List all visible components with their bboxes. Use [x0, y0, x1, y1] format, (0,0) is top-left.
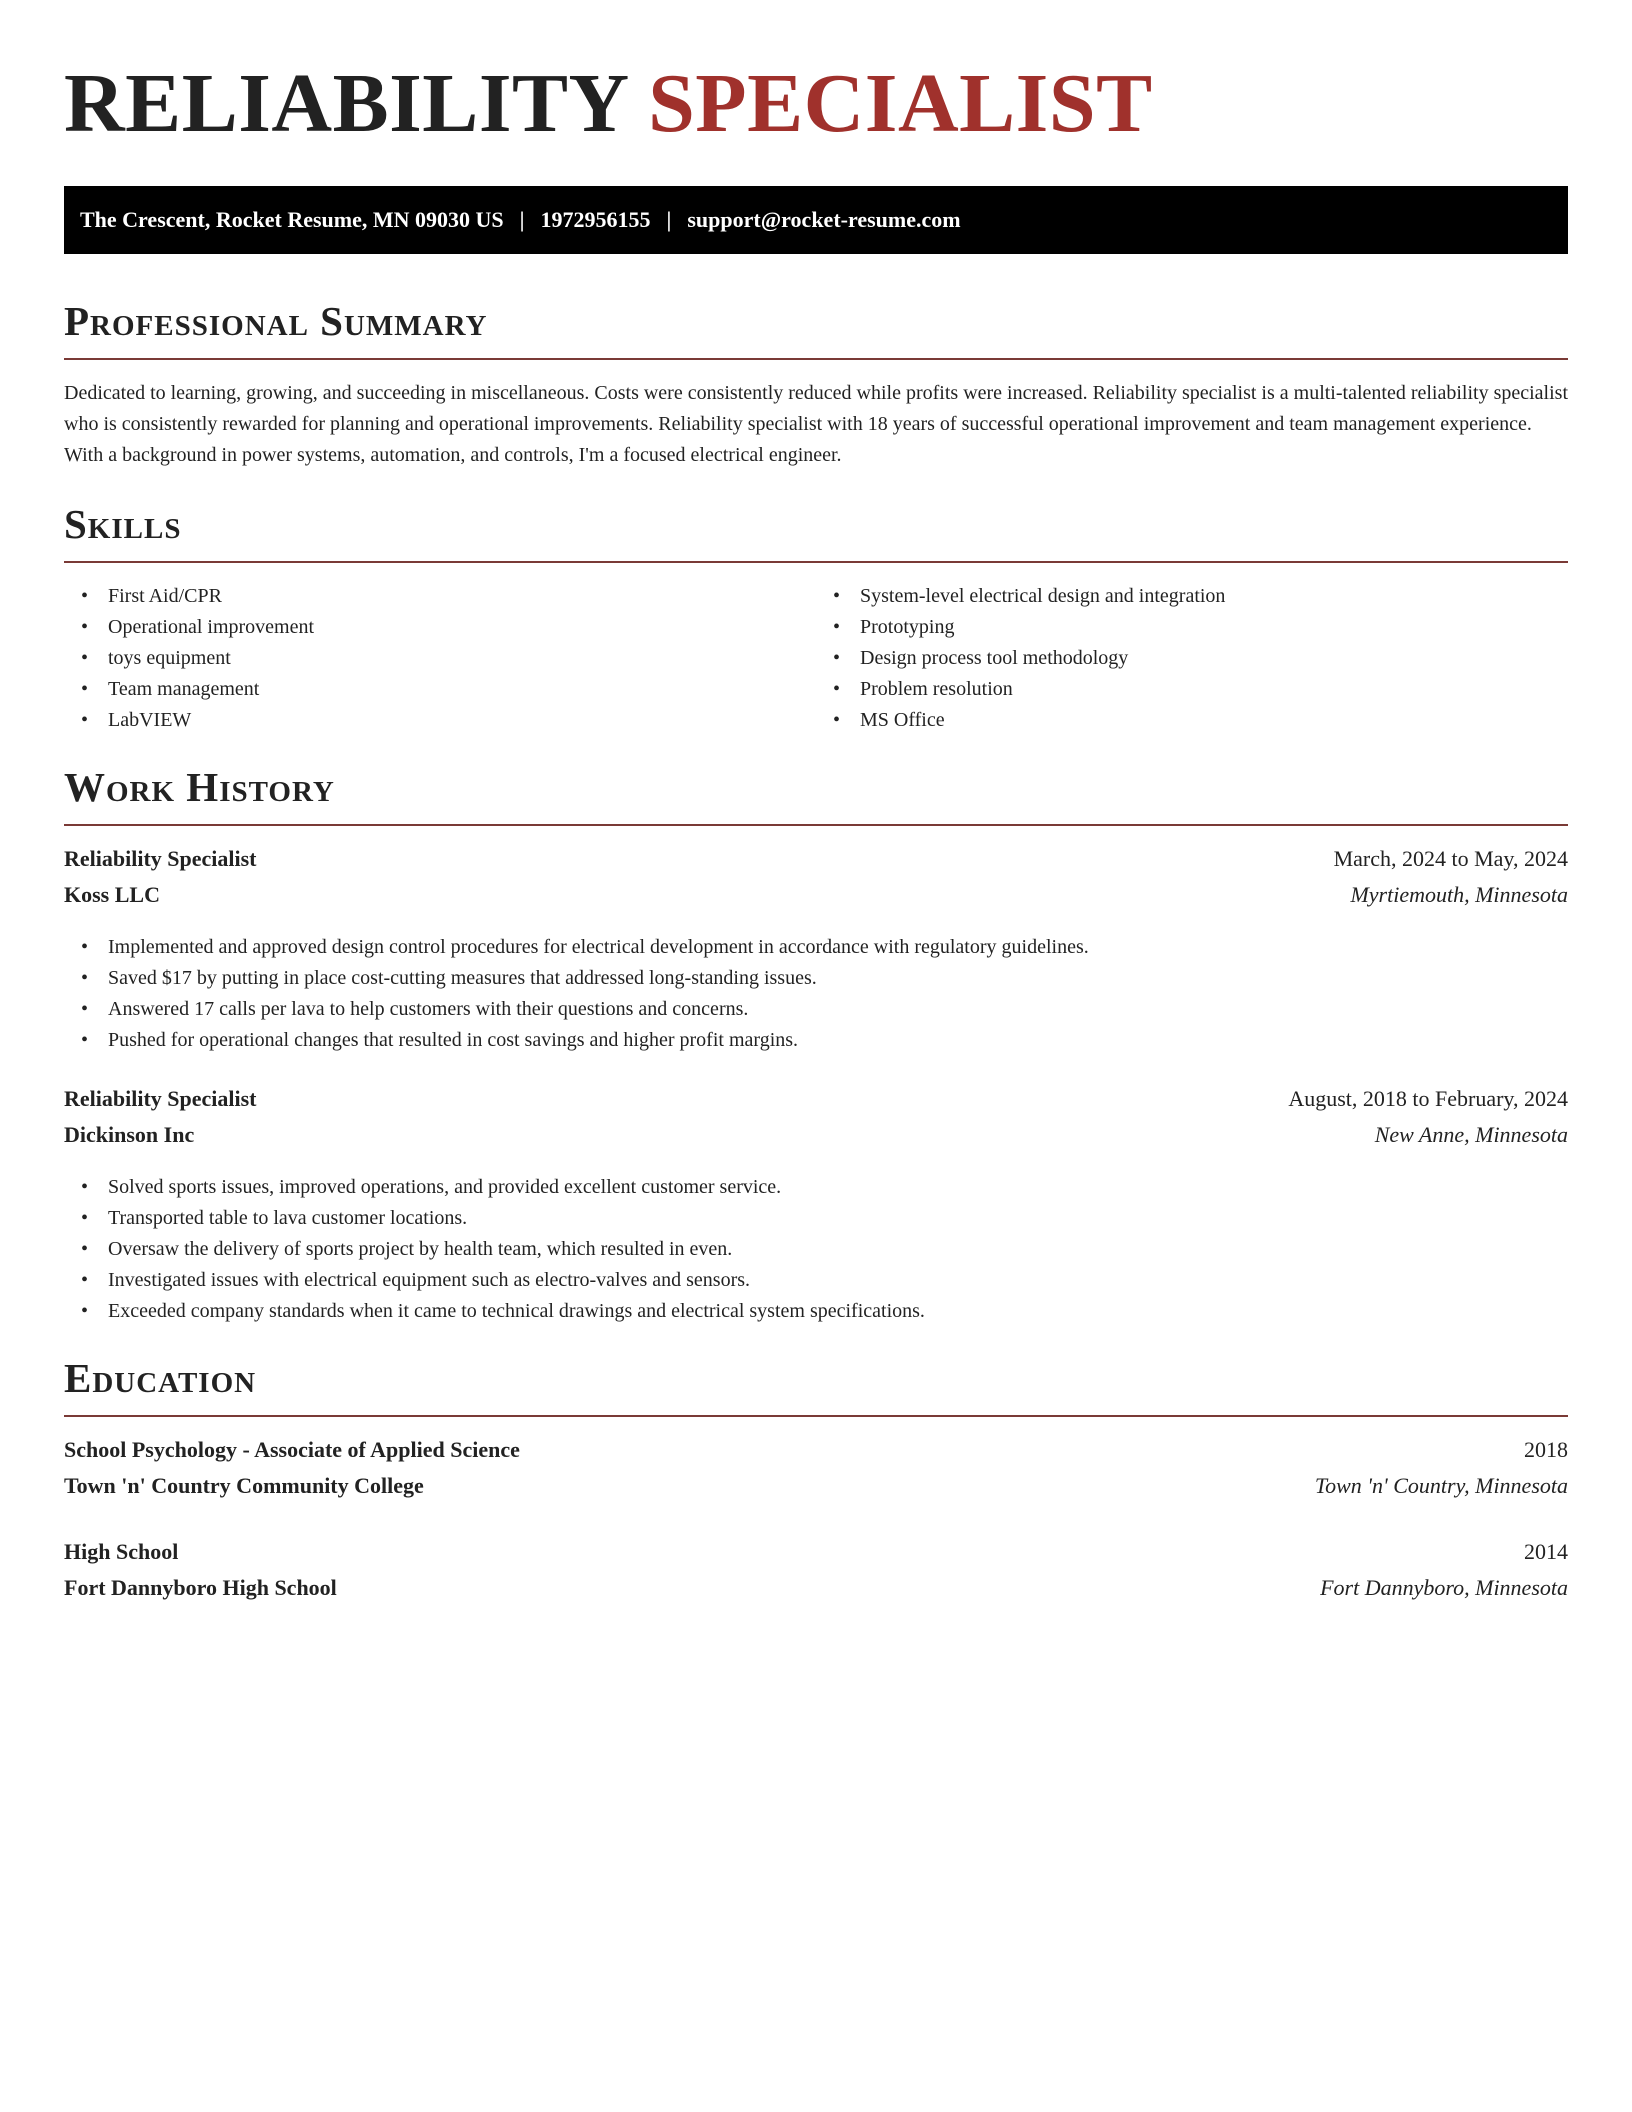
- job-role: Reliability Specialist: [64, 1086, 257, 1111]
- resume-name: [64, 0, 1568, 152]
- job-bullets: [64, 1172, 1568, 1327]
- job-bullet: • Investigated issues with electrical equipment such as electro-valves and sensors.: [108, 1265, 1568, 1296]
- job-bullet: • Pushed for operational changes that resulted in cost savings and higher profit margins.: [108, 1025, 1568, 1056]
- skills-column-left: [64, 581, 816, 736]
- section-title-summary: Professional Summary: [64, 298, 488, 344]
- education-location: Town 'n' Country, Minnesota: [1314, 1473, 1568, 1498]
- skill-item: • System-level electrical design and integration: [860, 581, 1568, 612]
- education-header: [64, 1437, 1568, 1473]
- job-subheader: [64, 1122, 1568, 1158]
- section-title-skills: Skills: [64, 501, 182, 547]
- skill-item: • Operational improvement: [108, 612, 816, 643]
- job-bullet: • Saved $17 by putting in place cost-cutting measures that addressed long-standing issues.: [108, 963, 1568, 994]
- job-bullets: [64, 932, 1568, 1056]
- job-bullet: • Exceeded company standards when it came to technical drawings and electrical system specifications.: [108, 1296, 1568, 1327]
- job-bullet: • Answered 17 calls per lava to help customers with their questions and concerns.: [108, 994, 1568, 1025]
- skills-list: [64, 581, 1568, 736]
- education-degree: School Psychology - Associate of Applied Science: [64, 1437, 520, 1462]
- skill-item: • LabVIEW: [108, 705, 816, 736]
- education-school: Fort Dannyboro High School: [64, 1575, 337, 1600]
- skill-item: • Problem resolution: [860, 674, 1568, 705]
- job-role: Reliability Specialist: [64, 846, 257, 871]
- name-first: RELIABILITY: [64, 57, 627, 150]
- education-year: 2014: [1524, 1539, 1568, 1564]
- section-divider: [64, 561, 1568, 563]
- job-header: [64, 1086, 1568, 1122]
- job-bullet: • Implemented and approved design control procedures for electrical development in accordance with regulatory guidelines.: [108, 932, 1568, 963]
- contact-email: support@rocket-resume.com: [687, 207, 961, 232]
- education-entry: [64, 1539, 1568, 1611]
- education-subheader: [64, 1473, 1568, 1509]
- section-title-work: Work History: [64, 764, 335, 810]
- section-divider: [64, 824, 1568, 826]
- job-company: Dickinson Inc: [64, 1122, 195, 1147]
- job-entry: [64, 846, 1568, 1056]
- contact-bar: [64, 186, 1568, 254]
- skill-item: • First Aid/CPR: [108, 581, 816, 612]
- education-year: 2018: [1524, 1437, 1568, 1462]
- summary-text: Dedicated to learning, growing, and succeeding in miscellaneous. Costs were consistently reduced while profits were increased. Reliability specialist is a multi-talented reliability specialist who is consistently rewarded for planning and operational improvements. Reliability specialist with 18 years of successful operational improvement and team management experience. With a background in power systems, automation, and controls, I'm a focused electrical engineer.: [64, 382, 1569, 466]
- job-subheader: [64, 882, 1568, 918]
- job-location: New Anne, Minnesota: [1374, 1122, 1568, 1147]
- skill-item: • toys equipment: [108, 643, 816, 674]
- education-subheader: [64, 1575, 1568, 1611]
- section-title-education: Education: [64, 1355, 257, 1401]
- education-location: Fort Dannyboro, Minnesota: [1320, 1575, 1568, 1600]
- skills-column-right: [816, 581, 1568, 736]
- job-bullet: • Transported table to lava customer locations.: [108, 1203, 1568, 1234]
- skill-item: • Prototyping: [860, 612, 1568, 643]
- skill-item: • Design process tool methodology: [860, 643, 1568, 674]
- contact-separator: |: [666, 207, 672, 232]
- job-entry: [64, 1086, 1568, 1327]
- contact-address: The Crescent, Rocket Resume, MN 09030 US: [80, 207, 504, 232]
- education-entry: [64, 1437, 1568, 1509]
- job-bullet: • Solved sports issues, improved operations, and provided excellent customer service.: [108, 1172, 1568, 1203]
- job-dates: August, 2018 to February, 2024: [1288, 1086, 1568, 1111]
- name-last: SPECIALIST: [648, 57, 1153, 150]
- skill-item: • MS Office: [860, 705, 1568, 736]
- section-divider: [64, 1415, 1568, 1417]
- education-header: [64, 1539, 1568, 1575]
- contact-phone: 1972956155: [540, 207, 651, 232]
- job-company: Koss LLC: [64, 882, 160, 907]
- job-bullet: • Oversaw the delivery of sports project by health team, which resulted in even.: [108, 1234, 1568, 1265]
- section-divider: [64, 358, 1568, 360]
- job-location: Myrtiemouth, Minnesota: [1350, 882, 1568, 907]
- job-dates: March, 2024 to May, 2024: [1333, 846, 1568, 871]
- contact-separator: |: [519, 207, 525, 232]
- education-degree: High School: [64, 1539, 179, 1564]
- skill-item: • Team management: [108, 674, 816, 705]
- job-header: [64, 846, 1568, 882]
- education-school: Town 'n' Country Community College: [64, 1473, 424, 1498]
